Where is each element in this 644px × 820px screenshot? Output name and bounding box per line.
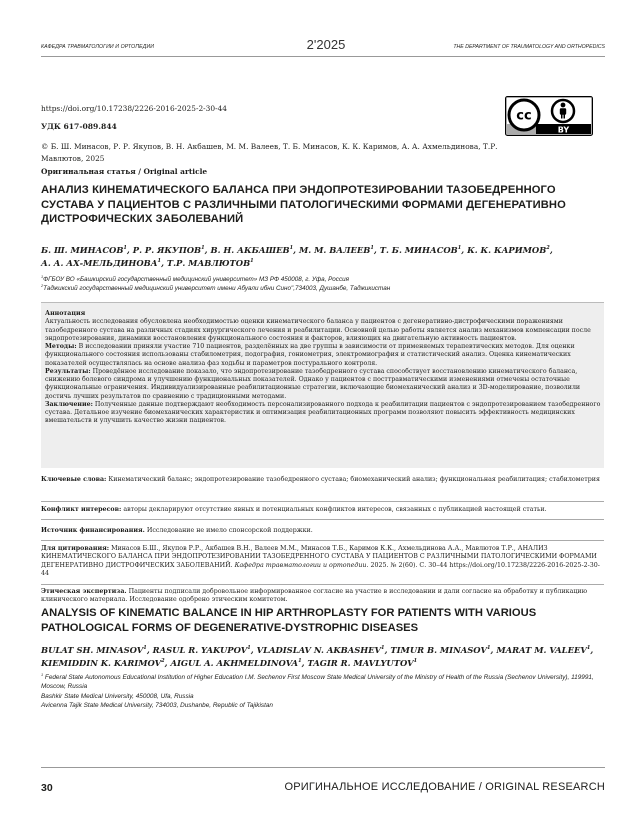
- journal-name-ru: КАФЕДРА ТРАВМАТОЛОГИИ И ОРТОПЕДИИ: [41, 44, 155, 50]
- funding-source: Источник финансирования. Исследование не имело спонсорской поддержки.: [41, 527, 313, 534]
- running-header: [41, 37, 605, 55]
- svg-text:cc: cc: [516, 108, 532, 124]
- svg-text:BY: BY: [557, 125, 570, 135]
- journal-name-en: THE DEPARTMENT OF TRAUMATOLOGY AND ORTHOPEDICS: [453, 44, 605, 50]
- header-divider: [41, 56, 605, 57]
- divider: [41, 540, 604, 541]
- udk-code: УДК 617-089.844: [41, 122, 117, 131]
- abstract-box: [41, 302, 604, 468]
- section-label: ОРИГИНАЛЬНОЕ ИССЛЕДОВАНИЕ / ORIGINAL RESEARCH: [284, 781, 605, 793]
- affiliation-1: $^1$ФГБОУ ВО «Башкирский государственный медицинский университет» МЗ РФ 450008, г. Уфа, Россия: [41, 274, 349, 283]
- divider: [41, 501, 604, 502]
- article-title-ru: АНАЛИЗ КИНЕМАТИЧЕСКОГО БАЛАНСА ПРИ ЭНДОПРОТЕЗИРОВАНИИ ТАЗОБЕДРЕННОГО СУСТАВА У ПАЦИЕНТОВ С РАЗЛИЧНЫМИ ПАТОЛОГИЧЕСКИМИ ФОРМАМИ ДЕГЕНЕРАТИВНО ДИСТРОФИЧЕСКИХ ЗАБОЛЕВАНИЙ: [41, 184, 566, 225]
- abstract-conclusion: Заключение: Полученные данные подтверждают необходимость персонализированного подхода к реабилитации пациентов с эндопротезированием тазобедренного сустава. Детальное изучение биомеханических характеристик и оптимизация реабилитационных программ позволяют повысить эффективность медицинских вмешательств и улучшить качество жизни пациентов.: [45, 400, 601, 425]
- author-list-en: BULAT SH. MINASOV$^1$, RASUL R. YAKUPOV$^1$, VLADISLAV N. AKBASHEV$^1$, TIMUR B. MINASOV$^1$, MARAT M. VALEEV$^1$, KIEMIDDIN K. KARIMOV$^2$, AIGUL A. AKHMELDINOVA$^1$, TAGIR R. MAVLYUTOV$^1$: [41, 645, 594, 668]
- author-list-ru: Б. Ш. МИНАСОВ$^1$, Р. Р. ЯКУПОВ$^1$, В. Н. АКБАШЕВ$^1$, М. М. ВАЛЕЕВ$^1$, Т. Б. МИНАСОВ$^1$, К. К. КАРИМОВ$^2$, А. А. АХ-МЕЛЬДИНОВА$^1$, Т.Р. МАВЛЮТОВ$^1$: [41, 245, 553, 268]
- affiliation-en-3: Avicenna Tajik State Medical University, 734003, Dushanbe, Republic of Tajikistan: [41, 702, 273, 710]
- footer-divider: [41, 767, 605, 768]
- copyright-line: © Б. Ш. Минасов, Р. Р. Якупов, В. Н. Акбашев, М. М. Валеев, Т. Б. Минасов, К. К. Каримов, А. А. Ахмельдинова, Т.Р. Мавлютов, 2025: [41, 142, 498, 163]
- conflict-of-interest: Конфликт интересов: авторы декларируют отсутствие явных и потенциальных конфликтов интересов, связанных с публикацией настоящей статьи.: [41, 506, 547, 513]
- affiliations-en: [41, 673, 606, 711]
- divider: [41, 519, 604, 520]
- page-number: 30: [41, 782, 53, 794]
- affiliation-en-2: Bashkir State Medical University, 450008, Ufa, Russia: [41, 692, 194, 700]
- divider: [41, 584, 604, 585]
- article-type: Оригинальная статья / Original article: [41, 167, 208, 176]
- keywords: Ключевые слова: Кинематический баланс; эндопротезирование тазобедренного сустава; биомеханический анализ; функциональная реабилитация; стабилометрия: [41, 476, 600, 483]
- citation: Для цитирования: Минасов Б.Ш., Якупов Р.Р., Акбашев В.Н., Валеев М.М., Минасов Т.Б., Каримов К.К., Ахмельдинова А.А., Мавлютов Т.Р., АНАЛИЗ КИНЕМАТИЧЕСКОГО БАЛАНСА ПРИ ЭНДОПРОТЕЗИРОВАНИИ ТАЗОБЕДРЕННОГО СУСТАВА У ПАЦИЕНТОВ С РАЗЛИЧНЫМИ ПАТОЛОГИЧЕСКИМИ ФОРМАМИ ДЕГЕНЕРАТИВНО ДИСТРОФИЧЕСКИХ ЗАБОЛЕВАНИЙ. Кафедра травматологии и ортопедии. 2025. № 2(60). С. 30–44 https://doi.org/10.17238/2226-2016-2025-2-30-44: [41, 545, 600, 577]
- affiliation-en-1: $^1$ Federal State Autonomous Educational Institution of Higher Education I.M. Sechenov First Moscow State Medical University of the Ministry of Health of the Russia (Sechenov University), 119991, Moscow, Russia: [41, 672, 594, 691]
- abstract-intro: Актуальность исследования обусловлена необходимостью оценки кинематического баланса у пациентов с дегенеративно-дистрофическими поражениями тазобедренного сустава на различных стадиях хирургического лечения и реабилитации. Основной целью работы является анализ механизмов компенсации после эндопротезирования, динамики восстановления функционального состояния и факторов, влияющих на двигательную активность пациентов.: [45, 318, 591, 342]
- affiliations-ru: [41, 275, 606, 293]
- ethics-statement: Этическая экспертиза. Пациенты подписали добровольное информированное согласие на участие в исследовании и дали согласие на обработку и публикацию клинического материала. Исследование одобрено этическим комитетом.: [41, 588, 588, 604]
- cc-by-license-badge[interactable]: [505, 96, 593, 136]
- doi-link[interactable]: https://doi.org/10.17238/2226-2016-2025-2-30-44: [41, 104, 227, 113]
- abstract-heading: Аннотация: [45, 310, 86, 317]
- article-title-en: ANALYSIS OF KINEMATIC BALANCE IN HIP ARTHROPLASTY FOR PATIENTS WITH VARIOUS PATHOLOGICAL FORMS OF DEGENERATIVE-DYSTROPHIC DISEASES: [41, 607, 537, 634]
- affiliation-2: $^2$Таджикский государственный медицинский университет имени Абуали ибни Сино",734003, Душанбе, Таджикистан: [41, 284, 391, 293]
- issue-number: 2'2025: [306, 37, 346, 52]
- abstract-results: Результаты: Проведённое исследование показало, что эндопротезирование тазобедренного сустава способствует восстановлению кинематического баланса, снижению болевого синдрома и улучшению функциональных показателей. Однако у пациентов с посттравматическими изменениями отмечены остаточные функциональные ограничения. Индивидуализированные реабилитационные стратегии, включающие биомеханический анализ и 3D-моделирование, позволили достичь лучших результатов по сравнению с традиционными методами.: [45, 367, 581, 400]
- abstract-methods: Методы: В исследовании приняли участие 710 пациентов, разделённых на две группы в зависимости от применяемых терапевтических методов. Для оценки функционального состояния использованы стабилометрия, подография, гониометрия, электромиография и статистический анализ. Оценка кинематических показателей осуществлялась на основе анализа фаз ходьбы и параметров постурального контроля.: [45, 343, 575, 367]
- cc-by-logo: [505, 96, 593, 136]
